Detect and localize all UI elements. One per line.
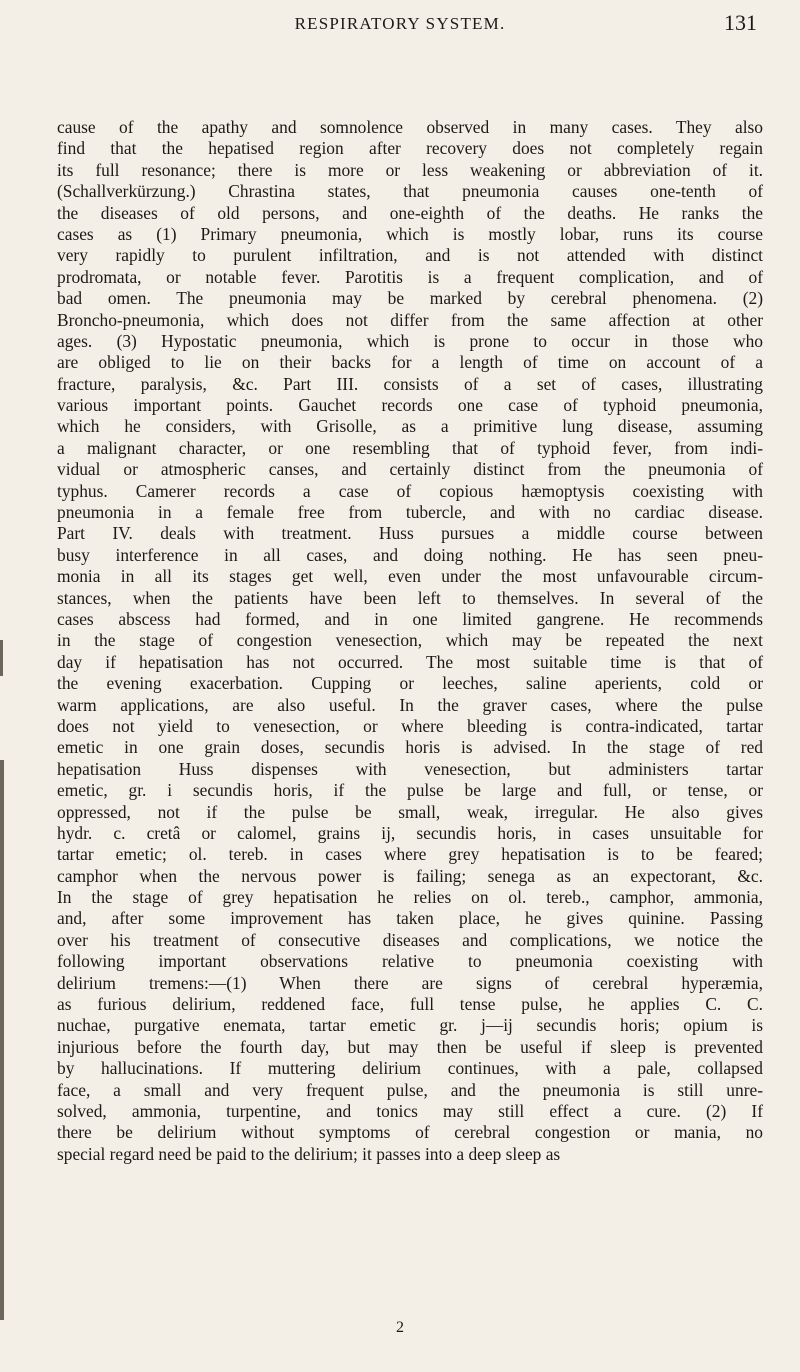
text-line: delirium tremens:—(1) When there are signs of cerebral hyperæmia, bbox=[57, 972, 763, 993]
text-line: bad omen. The pneumonia may be marked by cerebral phenomena. (2) bbox=[57, 288, 763, 309]
text-line: various important points. Gauchet records one case of typhoid pneumonia, bbox=[57, 395, 763, 416]
text-line: by hallucinations. If muttering delirium continues, with a pale, collapsed bbox=[57, 1058, 763, 1079]
left-edge-shadow bbox=[0, 760, 4, 1320]
text-line: cases abscess had formed, and in one limited gangrene. He recommends bbox=[57, 608, 763, 629]
text-line: camphor when the nervous power is failing; senega as an expectorant, &c. bbox=[57, 865, 763, 886]
page-number: 131 bbox=[724, 10, 757, 35]
running-head: RESPIRATORY SYSTEM. bbox=[294, 14, 506, 33]
text-line: tartar emetic; ol. tereb. in cases where grey hepatisation is to be feared; bbox=[57, 844, 763, 865]
text-line: monia in all its stages get well, even under the most unfavourable circum- bbox=[57, 566, 763, 587]
text-line: are obliged to lie on their backs for a length of time on account of a bbox=[57, 352, 763, 373]
text-line: stances, when the patients have been left to themselves. In several of the bbox=[57, 587, 763, 608]
text-line: busy interference in all cases, and doing nothing. He has seen pneu- bbox=[57, 544, 763, 565]
text-line: find that the hepatised region after recovery does not completely regain bbox=[57, 138, 763, 159]
text-line: day if hepatisation has not occurred. The most suitable time is that of bbox=[57, 651, 763, 672]
text-line: face, a small and very frequent pulse, and the pneumonia is still unre- bbox=[57, 1079, 763, 1100]
text-line: over his treatment of consecutive diseases and complications, we notice the bbox=[57, 929, 763, 950]
text-line: emetic in one grain doses, secundis horis is advised. In the stage of red bbox=[57, 737, 763, 758]
text-line: and, after some improvement has taken place, he gives quinine. Passing bbox=[57, 908, 763, 929]
text-line: does not yield to venesection, or where bleeding is contra-indicated, tartar bbox=[57, 715, 763, 736]
page-header bbox=[0, 10, 800, 40]
text-line: cases as (1) Primary pneumonia, which is mostly lobar, runs its course bbox=[57, 223, 763, 244]
text-line: the diseases of old persons, and one-eighth of the deaths. He ranks the bbox=[57, 202, 763, 223]
text-line: hydr. c. cretâ or calomel, grains ij, secundis horis, in cases unsuitable for bbox=[57, 822, 763, 843]
signature-mark: 2 bbox=[396, 1319, 404, 1336]
text-line: hepatisation Huss dispenses with venesection, but administers tartar bbox=[57, 758, 763, 779]
text-line: In the stage of grey hepatisation he relies on ol. tereb., camphor, ammonia, bbox=[57, 887, 763, 908]
text-line: its full resonance; there is more or less weakening or abbreviation of it. bbox=[57, 159, 763, 180]
left-edge-shadow bbox=[0, 640, 3, 676]
text-line: the evening exacerbation. Cupping or leeches, saline aperients, cold or bbox=[57, 673, 763, 694]
text-line: a malignant character, or one resembling that of typhoid fever, from indi- bbox=[57, 437, 763, 458]
text-line: which he considers, with Grisolle, as a primitive lung disease, assuming bbox=[57, 416, 763, 437]
text-line: as furious delirium, reddened face, full tense pulse, he applies C. C. bbox=[57, 994, 763, 1015]
text-line: warm applications, are also useful. In the graver cases, where the pulse bbox=[57, 694, 763, 715]
text-line: prodromata, or notable fever. Parotitis is a frequent complication, and of bbox=[57, 266, 763, 287]
text-line: oppressed, not if the pulse be small, weak, irregular. He also gives bbox=[57, 801, 763, 822]
body-text bbox=[57, 117, 763, 1165]
text-line: cause of the apathy and somnolence observed in many cases. They also bbox=[57, 117, 763, 137]
text-line: ages. (3) Hypostatic pneumonia, which is prone to occur in those who bbox=[57, 330, 763, 351]
text-line: special regard need be paid to the delirium; it passes into a deep sleep as bbox=[57, 1143, 561, 1164]
text-line: Part IV. deals with treatment. Huss pursues a middle course between bbox=[57, 523, 763, 544]
text-line: there be delirium without symptoms of cerebral congestion or mania, no bbox=[57, 1122, 763, 1143]
text-line: very rapidly to purulent infiltration, and is not attended with distinct bbox=[57, 245, 763, 266]
text-line: nuchae, purgative enemata, tartar emetic gr. j—ij secundis horis; opium is bbox=[57, 1015, 763, 1036]
text-line: emetic, gr. i secundis horis, if the pulse be large and full, or tense, or bbox=[57, 780, 763, 801]
text-line: vidual or atmospheric canses, and certainly distinct from the pneumonia of bbox=[57, 459, 763, 480]
text-line: fracture, paralysis, &c. Part III. consists of a set of cases, illustrating bbox=[57, 373, 763, 394]
text-line: injurious before the fourth day, but may then be useful if sleep is prevented bbox=[57, 1036, 763, 1057]
text-line: typhus. Camerer records a case of copious hæmoptysis coexisting with bbox=[57, 480, 763, 501]
text-line: (Schallverkürzung.) Chrastina states, that pneumonia causes one-tenth of bbox=[57, 181, 763, 202]
text-line: Broncho-pneumonia, which does not differ from the same affection at other bbox=[57, 309, 763, 330]
text-line: solved, ammonia, turpentine, and tonics may still effect a cure. (2) If bbox=[57, 1100, 763, 1121]
text-line: following important observations relative to pneumonia coexisting with bbox=[57, 951, 763, 972]
text-line: pneumonia in a female free from tubercle, and with no cardiac disease. bbox=[57, 502, 763, 523]
text-line: in the stage of congestion venesection, which may be repeated the next bbox=[57, 630, 763, 651]
